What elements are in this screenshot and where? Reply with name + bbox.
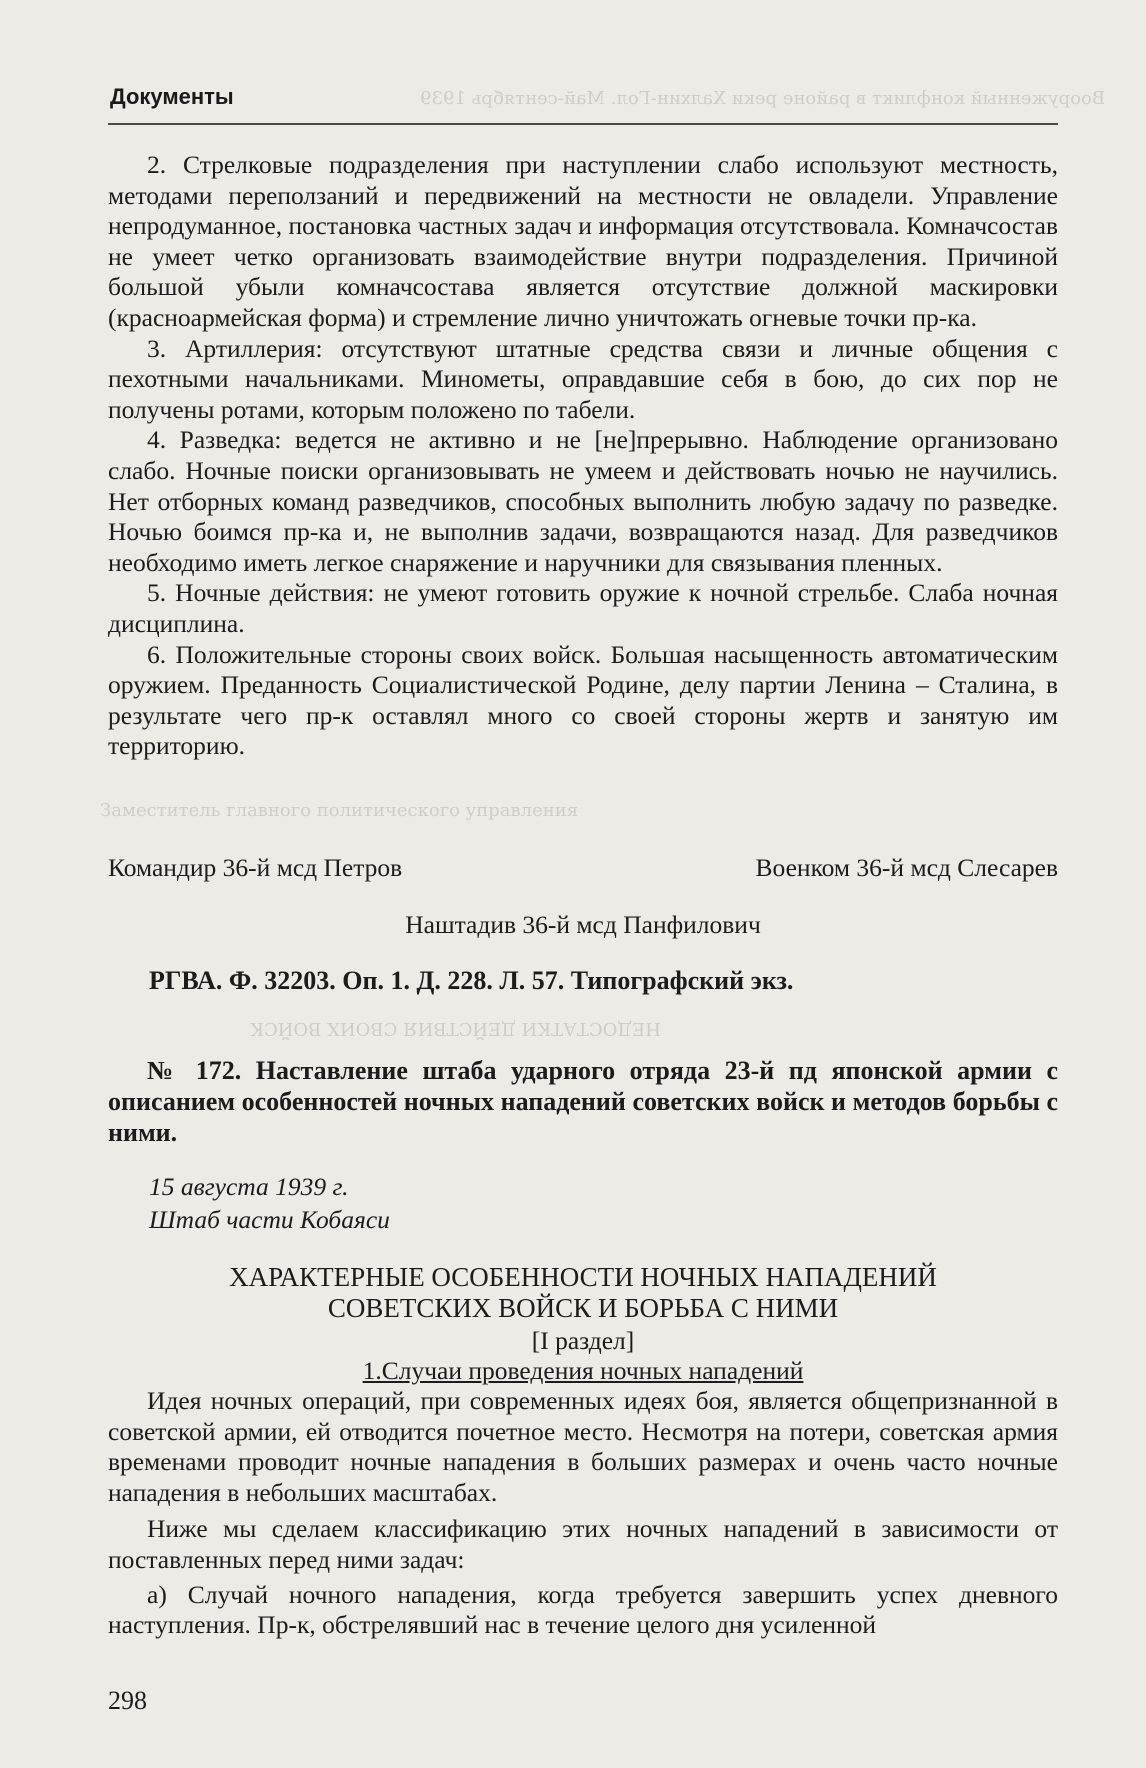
subsection-title: 1.Случаи проведения ночных нападений [362, 1356, 804, 1385]
signatures-row [108, 853, 1058, 883]
bleed-through-text: НЕДОСТАТКИ ДЕЙСТВИЯ СВОИХ ВОЙСК [250, 1018, 661, 1039]
paragraph: Ниже мы сделаем классификацию этих ночных нападений в зависимости от поставленных перед ними задач: [108, 1514, 1058, 1574]
running-header: Документы [110, 84, 234, 109]
document-body [108, 1386, 1058, 1641]
page-number: 298 [108, 1686, 147, 1715]
document-date: 15 августа 1939 г. [149, 1172, 349, 1201]
section-heading-line-1: ХАРАКТЕРНЫЕ ОСОБЕННОСТИ НОЧНЫХ НАПАДЕНИЙ [229, 1262, 937, 1292]
document-source: Штаб части Кобаяси [149, 1205, 390, 1234]
report-body [108, 150, 1058, 762]
paragraph: 5. Ночные действия: не умеют готовить оружие к ночной стрельбе. Слаба ночная дисциплина. [108, 578, 1058, 638]
paragraph: а) Случай ночного нападения, когда требуется завершить успех дневного наступления. Пр-к, обстрелявший нас в течение целого дня усиленной [108, 1579, 1058, 1640]
paragraph: 3. Артиллерия: отсутствуют штатные средства связи и личные общения с пехотными начальниками. Минометы, оправдавшие себя в бою, до сих пор не получены ротами, которым положено по табели. [108, 333, 1058, 424]
header-rule [108, 123, 1058, 125]
bleed-through-header: Вооруженный конфликт в районе реки Халхин-Гол. Май-сентябрь 1939 [420, 88, 1106, 109]
section-label: [I раздел] [531, 1326, 635, 1355]
signature-commander: Командир 36-й мсд Петров [108, 853, 403, 882]
paragraph: 2. Стрелковые подразделения при наступлении слабо используют местность, методами переползаний и передвижений на местности не овладели. Управление непродуманное, постановка частных задач и информация отсутствовала. Комначсостав не умеет четко организовать взаимодействие внутри подразделения. Причиной большой убыли комначсостава является отсутствие должной маскировки (красноармейская форма) и стремление лично уничтожать огневые точки пр-ка. [108, 150, 1058, 332]
date-block [149, 1170, 390, 1236]
bleed-through-text: Заместитель главного политического управления [100, 800, 579, 821]
paragraph: 6. Положительные стороны своих войск. Большая насыщенность автоматическим оружием. Преданность Социалистической Родине, делу партии Ленина – Сталина, в результате чего пр-к оставлял много со своей стороны жертв и занятую им территорию. [108, 639, 1058, 761]
signature-chief-of-staff: Наштадив 36-й мсд Панфилович [405, 910, 761, 939]
subsection-heading [108, 1356, 1058, 1386]
signature-commissar: Военком 36-й мсд Слесарев [755, 853, 1058, 882]
archive-reference: РГВА. Ф. 32203. Оп. 1. Д. 228. Л. 57. Типографский экз. [149, 966, 794, 995]
paragraph: 4. Разведка: ведется не активно и не [не]прерывно. Наблюдение организовано слабо. Ночные поиски организовывать не умеем и действовать ночью не научились. Нет отборных команд разведчиков, способных выполнить любую задачу по разведке. Ночью боимся пр-ка и, не выполнив задачи, возвращаются назад. Для разведчиков необходимо иметь легкое снаряжение и наручники для связывания пленных. [108, 425, 1058, 577]
document-title: № 172. Наставление штаба ударного отряда 23-й пд японской армии с описанием особенностей ночных нападений советских войск и методов борьбы с ними. [108, 1056, 1058, 1147]
section-heading-line-2: СОВЕТСКИХ ВОЙСК И БОРЬБА С НИМИ [327, 1293, 839, 1323]
paragraph: Идея ночных операций, при современных идеях боя, является общепризнанной в советской армии, ей отводится почетное место. Несмотря на потери, советская армия временами проводит ночные нападения в больших размерах и очень часто ночные нападения в небольших масштабах. [108, 1386, 1058, 1507]
